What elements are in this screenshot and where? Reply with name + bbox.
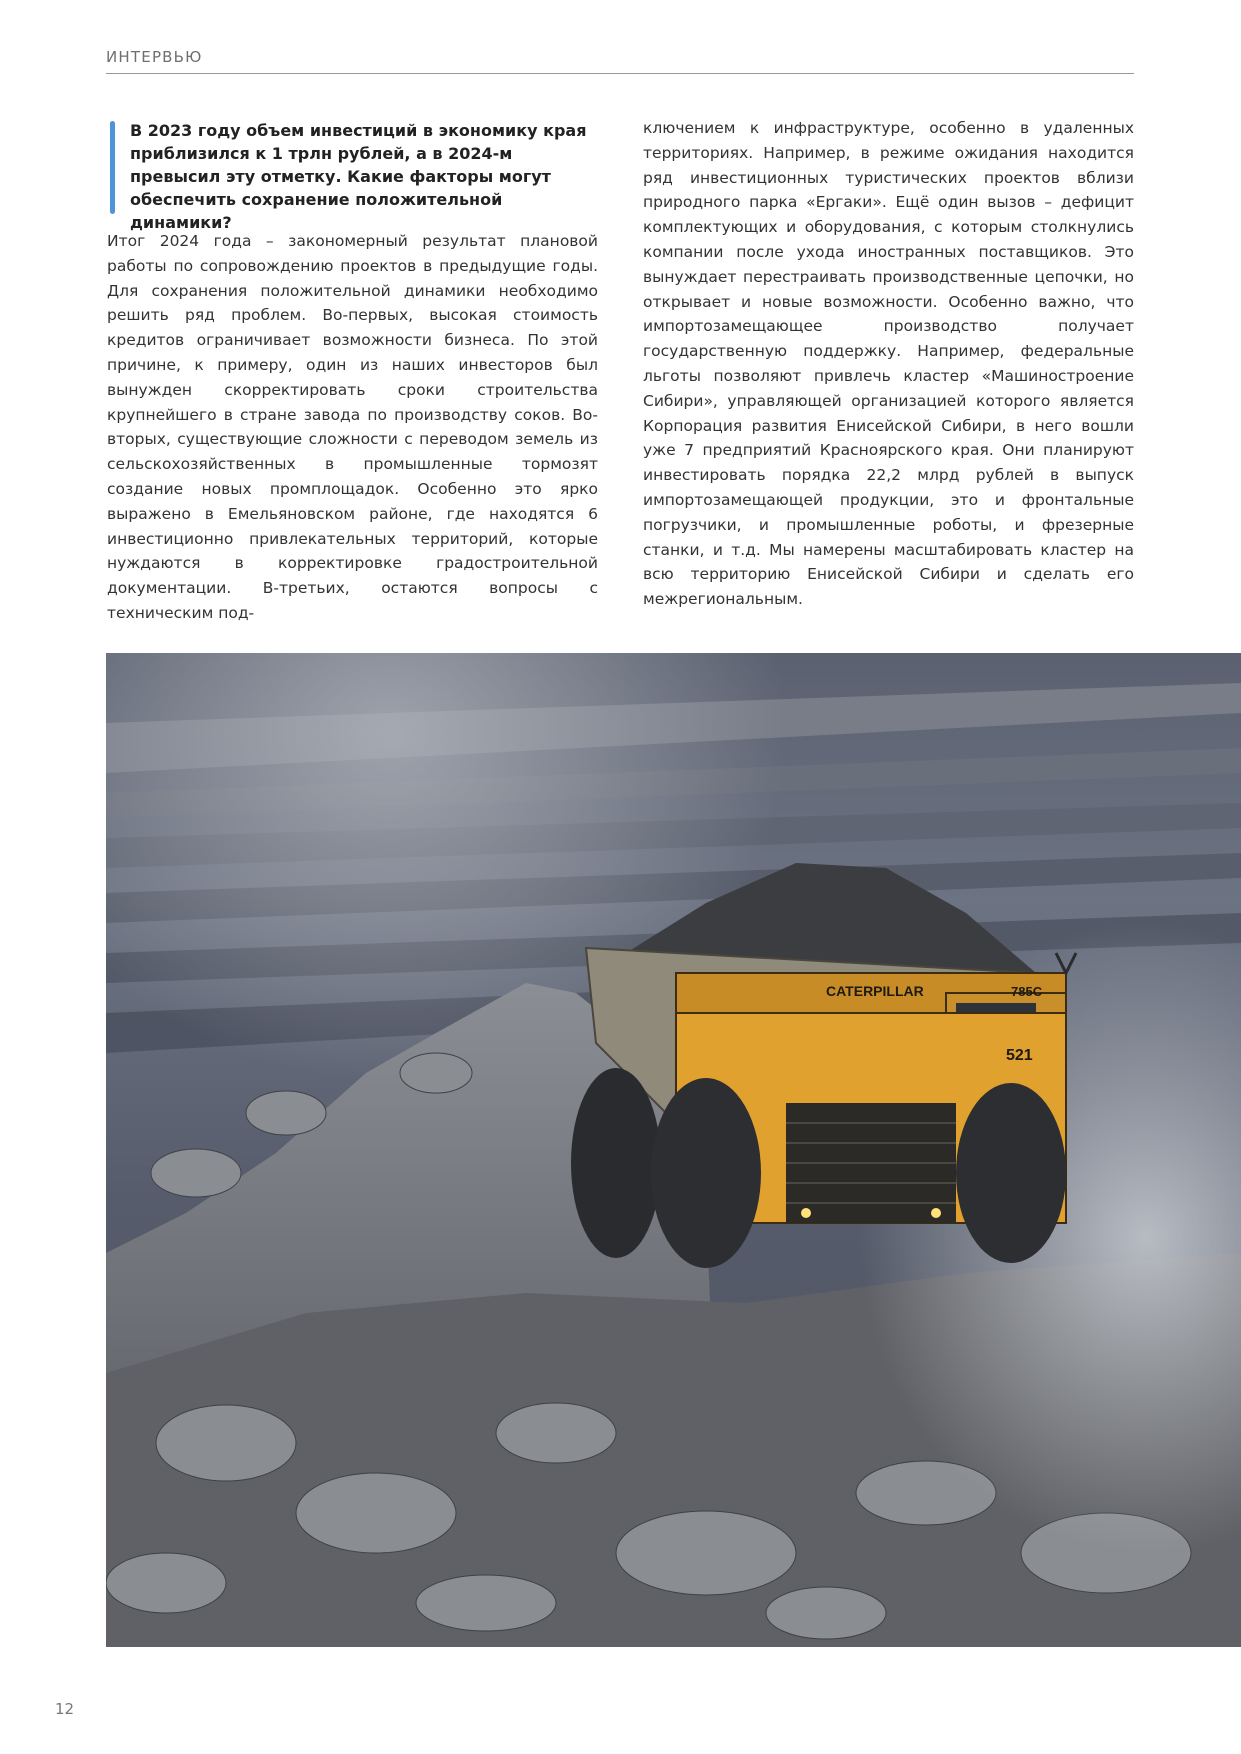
page-number: 12 [55, 1700, 75, 1718]
interview-question: В 2023 году объем инвестиций в экономику края приблизился к 1 трлн рублей, а в 2024-м превысил эту отметку. Какие факторы могут обеспечить сохранение положительной динамики? [130, 121, 587, 232]
mining-truck-photo [106, 653, 1241, 1647]
rear-wheel [571, 1068, 661, 1258]
front-wheel-left [651, 1078, 761, 1268]
answer-text-right: ключением к инфраструктуре, особенно в удаленных территориях. Например, в режиме ожидания находится ряд инвестиционных туристических проектов вблизи природного парка «Ергаки». Ещё один вызов – дефицит комплектующих и оборудования, с которым столкнулись компании после ухода иностранных поставщиков. Это вынуждает перестраивать производственные цепочки, но открывает и новые возможности. Особенно важно, что импортозамещающее производство получает государственную поддержку. Например, федеральные льготы позволяют привлечь кластер «Машиностроение Сибири», управляющей организацией которого является Корпорация развития Енисейской Сибири, в него вошли уже 7 предприятий Красноярского края. Они планируют инвестировать порядка 22,2 млрд рублей в выпуск импортозамещающей продукции, это и фронтальные погрузчики, и промышленные роботы, и фрезерные станки, и т.д. Мы намерены масштабировать кластер на всю территорию Енисейской Сибири и сделать его межрегиональным. [643, 119, 1134, 609]
headlight-left [801, 1208, 811, 1218]
headlight-right [931, 1208, 941, 1218]
truck-model-label: 785C [1011, 984, 1043, 999]
truck-brand-label: CATERPILLAR [826, 983, 924, 999]
answer-column-left [107, 229, 598, 626]
header-rule [106, 73, 1134, 74]
truck-number-label: 521 [1006, 1047, 1033, 1064]
question-accent-bar [110, 121, 115, 214]
section-label: ИНТЕРВЬЮ [106, 48, 203, 66]
front-wheel-right [956, 1083, 1066, 1263]
answer-text-left: Итог 2024 года – закономерный результат плановой работы по сопровождению проектов в предыдущие годы. Для сохранения положительной динамики необходимо решить ряд проблем. Во-первых, высокая стоимость кредитов ограничивает возможности бизнеса. По этой причине, к примеру, один из наших инвесторов был вынужден скорректировать сроки строительства крупнейшего в стране завода по производству соков. Во-вторых, существующие сложности с переводом земель из сельскохозяйственных в промышленные тормозят создание новых промплощадок. Особенно это ярко выражено в Емельяновском районе, где находятся 6 инвестиционно привлекательных территорий, которые нуждаются в корректировке градостроительной документации. В-третьих, остаются вопросы с техническим под- [107, 232, 598, 622]
answer-column-right [643, 116, 1134, 612]
